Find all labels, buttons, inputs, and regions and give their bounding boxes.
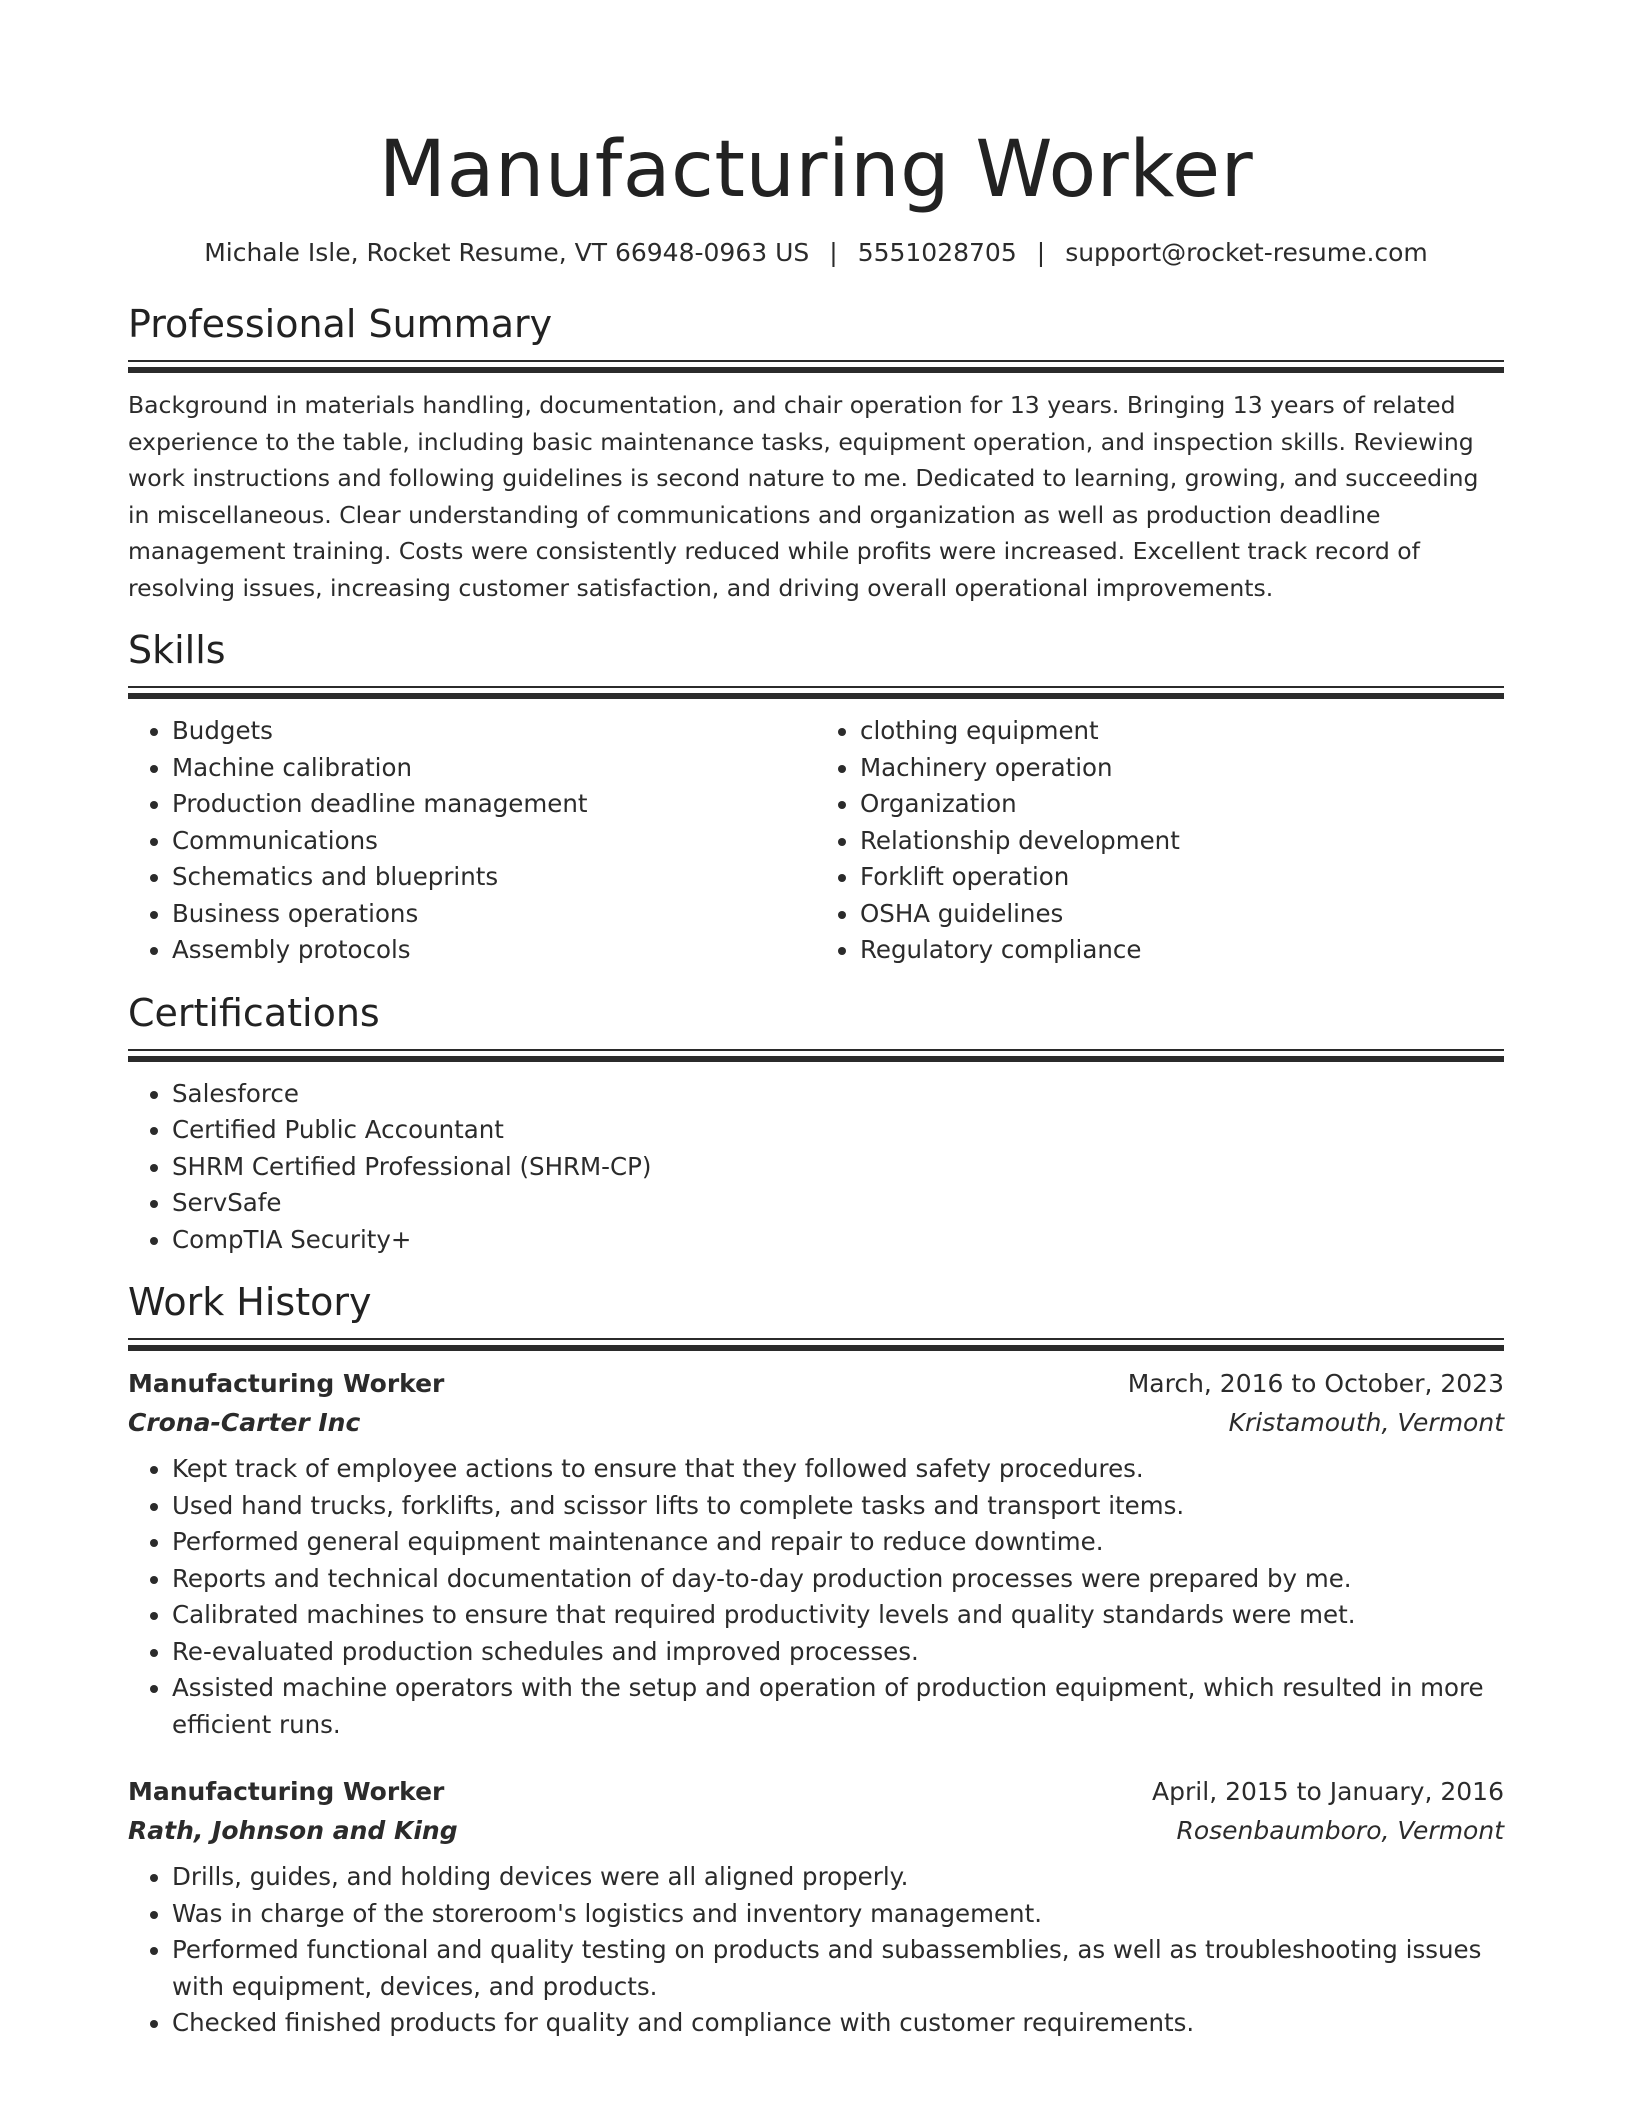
job-header [128,1365,1504,1403]
section-title-skills: Skills [128,628,226,672]
summary-text: Background in materials handling, documentation, and chair operation for 13 years. Bringing 13 years of related experience to the table, including basic maintenance tasks, equipment operation, and inspection skills. Reviewing work instructions and following guidelines is second nature to me. Dedicated to learning, growing, and succeeding in miscellaneous. Clear understanding of communications and organization as well as production deadline management training. Costs were consistently reduced while profits were increased. Excellent track record of resolving issues, increasing customer satisfaction, and driving overall operational improvements. [128,391,1479,602]
skill-item: • Relationship development [860,823,1504,860]
skills-grid [128,713,1504,969]
contact-separator: | [829,238,838,267]
certifications-list [128,1076,1504,1259]
contact-phone: 5551028705 [857,238,1017,267]
job-dates: April, 2015 to January, 2016 [1152,1777,1504,1806]
section-title-work-history: Work History [128,1280,372,1324]
certification-item: • Certified Public Accountant [172,1112,1504,1149]
contact-line [128,236,1504,270]
job-title: Manufacturing Worker [128,1369,445,1398]
job-subheader [128,1403,1504,1443]
section-divider [128,1049,1504,1062]
skill-item: • clothing equipment [860,713,1504,750]
certification-item: • CompTIA Security+ [172,1222,1504,1259]
resume-name: Manufacturing Worker [378,125,1254,215]
certification-item: • ServSafe [172,1185,1504,1222]
skill-item: • Communications [172,823,816,860]
job-subheader [128,1811,1504,1851]
job-bullet: • Performed general equipment maintenance and repair to reduce downtime. [172,1524,1504,1561]
job-bullet: • Checked finished products for quality and compliance with customer requirements. [172,2005,1504,2042]
skill-item: • Schematics and blueprints [172,859,816,896]
job-bullet: • Re-evaluated production schedules and improved processes. [172,1634,1504,1671]
skill-item: • Forklift operation [860,859,1504,896]
job-company: Rath, Johnson and King [128,1816,458,1845]
skill-item: • OSHA guidelines [860,896,1504,933]
certification-item: • Salesforce [172,1076,1504,1113]
job-company: Crona-Carter Inc [128,1408,361,1437]
section-divider [128,686,1504,699]
job-bullet: • Was in charge of the storeroom's logistics and inventory management. [172,1896,1504,1933]
job-bullet: • Assisted machine operators with the setup and operation of production equipment, which resulted in more efficient runs. [172,1670,1504,1743]
contact-email: support@rocket-resume.com [1065,238,1428,267]
skill-item: • Production deadline management [172,786,816,823]
skill-item: • Budgets [172,713,816,750]
job-title: Manufacturing Worker [128,1777,445,1806]
job-bullet: • Kept track of employee actions to ensure that they followed safety procedures. [172,1451,1504,1488]
section-divider [128,360,1504,373]
skills-section [128,626,1504,969]
job-bullet: • Performed functional and quality testing on products and subassemblies, as well as troubleshooting issues with equipment, devices, and products. [172,1932,1504,2005]
contact-separator: | [1036,238,1046,267]
work-history-section [128,1278,1504,2042]
skills-list-left [128,713,816,969]
job-entry [128,1773,1504,2042]
job-bullets [128,1859,1504,2042]
summary-section [128,300,1504,606]
skills-list-right [816,713,1504,969]
job-entry [128,1365,1504,1743]
job-header [128,1773,1504,1811]
skill-item: • Organization [860,786,1504,823]
skill-item: • Business operations [172,896,816,933]
section-divider [128,1338,1504,1351]
section-title-certifications: Certifications [128,990,380,1035]
skill-item: • Machine calibration [172,750,816,787]
job-location: Kristamouth, Vermont [1228,1408,1504,1437]
job-location: Rosenbaumboro, Vermont [1176,1816,1504,1845]
skill-item: • Assembly protocols [172,932,816,969]
job-bullet: • Reports and technical documentation of day-to-day production processes were prepared by me. [172,1561,1504,1598]
job-bullet: • Drills, guides, and holding devices were all aligned properly. [172,1859,1504,1896]
job-dates: March, 2016 to October, 2023 [1127,1369,1504,1398]
skill-item: • Regulatory compliance [860,932,1504,969]
certifications-section [128,989,1504,1259]
section-title-summary: Professional Summary [128,302,553,346]
certification-item: • SHRM Certified Professional (SHRM-CP) [172,1149,1504,1186]
job-bullet: • Calibrated machines to ensure that required productivity levels and quality standards were met. [172,1597,1504,1634]
job-bullet: • Used hand trucks, forklifts, and scissor lifts to complete tasks and transport items. [172,1488,1504,1525]
job-bullets [128,1451,1504,1743]
skill-item: • Machinery operation [860,750,1504,787]
contact-address: Michale Isle, Rocket Resume, VT 66948-0963 US [204,238,810,267]
